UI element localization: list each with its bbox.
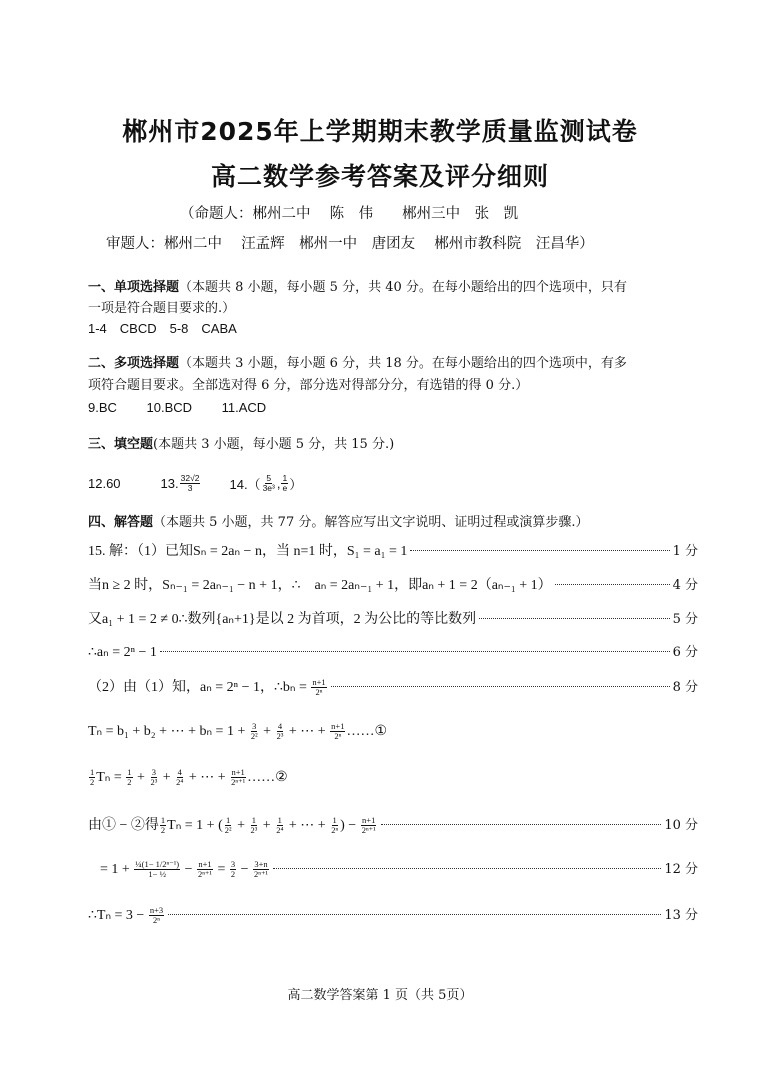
fraction — [149, 906, 164, 926]
section-1-answers: 1-4 CBCD 5-8 CABA — [88, 321, 237, 336]
fraction-denominator: 1− ½ — [148, 869, 166, 880]
page-footer: 高二数学答案第 1 页（共 5页） — [287, 988, 473, 1003]
section-2-desc-cont: 项符合题目要求。全部选对得 6 分，部分选对得部分分，有选错的得 0 分.） — [88, 378, 529, 393]
solution-line-6 — [88, 722, 698, 742]
score-label: 5 分 — [672, 612, 698, 627]
fraction — [361, 816, 377, 836]
section-1-heading: 一、单项选择题 — [88, 280, 180, 295]
fraction — [149, 768, 158, 788]
fraction-denominator: e — [282, 483, 288, 494]
fraction-denominator: 2ⁿ⁺¹ — [231, 777, 246, 788]
fraction — [250, 722, 259, 742]
fraction — [89, 768, 95, 788]
solution-line-9 — [100, 858, 698, 880]
section-2-desc: （本题共 3 小题，每小题 6 分，共 18 分。在每小题给出的四个选项中，有多 — [179, 356, 627, 371]
math-text: + ⋯ + — [185, 770, 230, 786]
answer-13-fraction — [180, 474, 201, 494]
fraction-numerator: 3 — [230, 858, 236, 869]
fraction-numerator: 3 — [151, 767, 156, 777]
score-label: 4 分 — [672, 578, 698, 593]
leader-dots — [168, 914, 661, 915]
fraction-denominator: 2² — [224, 825, 232, 836]
answer-14-fraction-2 — [281, 474, 288, 494]
fraction-numerator: 1 — [160, 814, 166, 825]
fraction — [230, 860, 236, 880]
section-4-header — [88, 511, 589, 530]
leader-dots — [479, 618, 669, 619]
fraction — [253, 860, 269, 880]
math-text: Tₙ = 1 + ( — [167, 818, 223, 833]
fraction-denominator: 2⁴ — [176, 777, 184, 788]
fraction-numerator: 1 — [251, 814, 256, 825]
fraction-numerator: 1 — [282, 473, 288, 483]
fraction-denominator: 2³ — [150, 777, 158, 788]
fraction-numerator: 1 — [277, 814, 282, 825]
fraction-denominator: 3e³ — [262, 483, 275, 494]
fraction-numerator: n+1 — [312, 676, 326, 687]
section-1-desc: （本题共 8 小题，每小题 5 分，共 40 分。在每小题给出的四个选项中，只有 — [179, 280, 627, 295]
answer-13-label: 13. — [160, 476, 179, 492]
fraction-denominator: 2ⁿ — [153, 915, 160, 926]
fraction-numerator: n+1 — [231, 767, 245, 777]
fraction-denominator: 2³ — [250, 825, 258, 836]
section-4-heading: 四、解答题 — [88, 515, 154, 530]
leader-dots — [331, 686, 670, 687]
solution-line-1 — [88, 540, 698, 560]
solution-line-2 — [88, 574, 698, 594]
solution-text — [88, 906, 165, 926]
fraction-numerator: 1 — [226, 814, 231, 825]
reviewer-credits: 审题人：郴州二中 汪孟辉 郴州一中 唐团友 郴州市教科院 汪昌华） — [106, 236, 594, 252]
fraction-numerator: 32√2 — [180, 473, 200, 483]
solution-text: 由① − ②得 $\frac{1}{2}$ Tₙ = 1 + ( $\frac{1}{\text{2²}}$ + $\frac{1}{\text{2³}}$ + $\frac{1}{\text{2⁴}}$ + ⋯ + $\frac{1}{\text{2ⁿ}}$ ) − $\frac{n+1}{\text{2ⁿ⁺¹}}$ — [88, 814, 376, 836]
solution-line-4 — [88, 641, 698, 661]
score-label: 12 分 — [664, 862, 698, 877]
document-title: 郴州市2025年上学期期末教学质量监测试卷 — [122, 117, 638, 146]
fraction — [134, 860, 180, 880]
section-4-desc: （本题共 5 小题，共 77 分。解答应写出文字说明、证明过程或演算步骤.） — [153, 515, 589, 530]
solution-line-7 — [88, 768, 698, 788]
score-label: 13 分 — [664, 908, 698, 923]
fraction-denominator: 3 — [187, 483, 193, 494]
math-text: 由① − ②得 — [88, 818, 159, 833]
fraction-denominator: 2² — [250, 731, 258, 742]
fraction-numerator: n+1 — [198, 858, 212, 869]
math-text: ……① — [346, 724, 388, 740]
fraction-denominator: 2ⁿ⁺¹ — [254, 869, 268, 880]
leader-dots — [410, 550, 669, 551]
leader-dots — [555, 584, 670, 585]
fraction-denominator: 2ⁿ — [334, 731, 342, 742]
leader-dots — [381, 824, 662, 825]
fraction-denominator: 2 — [127, 777, 132, 788]
fraction — [276, 722, 285, 742]
solution-text: 当n ≥ 2 时，Sₙ₋₁ = 2aₙ₋₁ − n + 1，∴ aₙ = 2aₙ₋₁ + 1，即aₙ + 1 = 2（aₙ₋₁ + 1） — [88, 578, 552, 593]
fraction-numerator: 3+n — [254, 858, 268, 869]
fraction-denominator: 2 — [230, 869, 236, 880]
solution-text: 15. 解：（1）已知Sₙ = 2aₙ − n，当 n=1 时，S₁ = a₁ = 1 — [88, 544, 408, 559]
fraction-numerator: 5 — [266, 473, 272, 483]
leader-dots — [160, 651, 670, 652]
solution-text: $\frac{1}{2}$ Tₙ = $\frac{1}{2}$ + $\frac{3}{\text{2³}}$ + $\frac{4}{\text{2⁴}}$ + ⋯ + $\frac{n+1}{\text{2ⁿ⁺¹}}$ ……② — [90, 767, 288, 788]
author-credits: （命题人：郴州二中 陈 伟 郴州三中 张 凯 — [180, 206, 519, 222]
math-text: ……② — [247, 770, 288, 786]
fraction — [330, 816, 339, 836]
fraction — [230, 768, 246, 788]
fraction — [197, 860, 213, 880]
fraction-numerator: n+1 — [331, 721, 345, 731]
fraction-numerator: 4 — [277, 721, 283, 731]
score-label: 1 分 — [672, 544, 698, 559]
fraction — [160, 816, 166, 836]
fraction — [224, 816, 233, 836]
math-text: + ⋯ + — [285, 724, 330, 740]
section-2-heading: 二、多项选择题 — [88, 356, 180, 371]
math-text: ∴Tₙ = 3 − — [88, 908, 148, 923]
solution-text: Tₙ = b₁ + b₂ + ⋯ + bₙ = 1 + $\frac{3}{\text{2²}}$ + $\frac{4}{\text{2³}}$ + ⋯ + $\frac{n+1}{\text{2ⁿ}}$ ……① — [88, 721, 388, 742]
math-text: = — [213, 862, 229, 877]
fraction-numerator: 1 — [127, 767, 132, 777]
math-text: − — [181, 862, 196, 877]
section-3-desc: (本题共 3 小题，每小题 5 分，共 15 分.) — [153, 437, 395, 452]
score-label: 6 分 — [672, 645, 698, 660]
answer-14-label: 14.（ — [229, 477, 261, 493]
solution-text: ∴aₙ = 2ⁿ − 1 — [88, 645, 157, 660]
fraction-denominator: 2 — [90, 777, 95, 788]
fraction-numerator: 3 — [252, 721, 257, 731]
section-2-answers: 9.BC 10.BCD 11.ACD — [88, 400, 267, 415]
score-label: 8 分 — [672, 680, 698, 695]
math-text: ) − — [340, 818, 360, 833]
fraction-denominator: 2 — [160, 825, 166, 836]
section-1-desc-cont: 一项是符合题目要求的.） — [88, 301, 236, 316]
solution-text: 又a₁ + 1 = 2 ≠ 0∴数列{aₙ+1}是以 2 为首项，2 为公比的等比数列 — [88, 612, 477, 627]
math-text: Tₙ = — [96, 770, 126, 786]
section-2-header — [88, 352, 627, 371]
fraction-denominator: 2³ — [276, 731, 284, 742]
fraction — [330, 722, 345, 742]
fraction — [175, 768, 184, 788]
solution-line-3 — [88, 608, 698, 628]
fraction-denominator: 2ⁿ⁺¹ — [361, 825, 376, 836]
fraction-numerator: 4 — [177, 767, 182, 777]
leader-dots — [273, 868, 661, 869]
fraction-denominator: 2⁴ — [276, 825, 284, 836]
solution-line-10 — [88, 904, 698, 926]
answer-12: 12.60 — [88, 476, 121, 492]
answer-14-fraction-1 — [262, 474, 276, 494]
math-text: （2）由（1）知，aₙ = 2ⁿ − 1，∴bₙ = — [88, 680, 311, 695]
fraction-denominator: 2ⁿ — [331, 825, 339, 836]
fraction-denominator: 2ⁿ — [315, 687, 323, 698]
solution-text — [100, 860, 270, 880]
fraction-numerator: n+3 — [149, 904, 164, 915]
solution-line-8 — [88, 814, 698, 836]
math-text: Tₙ = b₁ + b₂ + ⋯ + bₙ = 1 + — [88, 724, 249, 740]
score-label: 10 分 — [664, 818, 698, 833]
math-text: = 1 + — [100, 862, 134, 877]
solution-line-5 — [88, 676, 698, 698]
document-subtitle: 高二数学参考答案及评分细则 — [210, 162, 549, 191]
fraction — [275, 816, 284, 836]
fraction-numerator: ¼(1− 1/2ⁿ⁻¹) — [135, 858, 180, 869]
answer-14-close: ） — [289, 477, 303, 493]
math-text: − — [237, 862, 253, 877]
section-1-header — [88, 276, 627, 295]
fraction — [249, 816, 258, 836]
math-text: + ⋯ + — [285, 818, 330, 833]
section-3-header — [88, 433, 394, 452]
fraction-denominator: 2ⁿ⁺¹ — [197, 869, 212, 880]
section-3-answers: 12.60 13. $\frac{32√2}{3}$ 14.（ $\frac{5}{\text{3e³}}$ , $\frac{1}{e}$ ） — [88, 473, 303, 494]
fraction-numerator: 1 — [90, 767, 95, 777]
fraction — [311, 678, 326, 698]
fraction-numerator: 1 — [332, 814, 337, 825]
section-3-heading: 三、填空题 — [88, 437, 154, 452]
solution-text — [88, 676, 328, 698]
fraction — [126, 768, 132, 788]
fraction-numerator: n+1 — [362, 814, 376, 825]
